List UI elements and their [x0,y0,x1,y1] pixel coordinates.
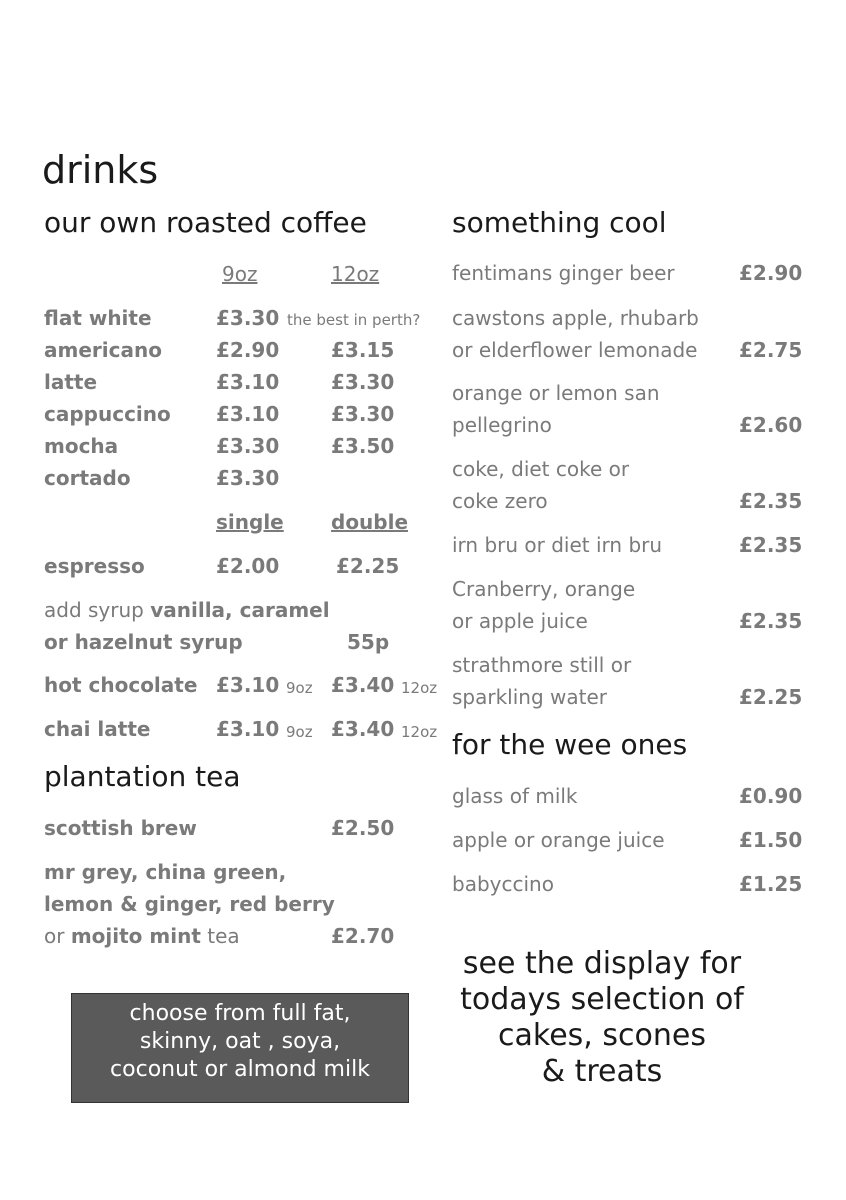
tea-or: or [44,924,65,948]
cool-item-line: sparkling water [452,685,607,709]
scottish-brew-name: scottish brew [44,816,197,840]
coffee-item-name: mocha [44,434,119,458]
coffee-item-price-large: £3.50 [331,434,395,458]
espresso-price-single: £2.00 [216,554,280,578]
wee-item-name: apple or orange juice [452,828,665,852]
coffee-item-note: the best in perth? [287,311,421,329]
wee-item-price: £1.25 [739,872,803,896]
cool-item-line: cawstons apple, rhubarb [452,306,699,330]
scottish-brew-price: £2.50 [331,816,395,840]
syrup-line-1 [44,598,330,622]
chai-latte-price-12oz: £3.40 [331,717,395,741]
espresso-name: espresso [44,554,145,578]
page-title: drinks [42,148,159,192]
cool-item-line: strathmore still or [452,653,632,677]
cool-item-price: £2.90 [739,261,803,285]
coffee-heading: our own roasted coffee [44,206,367,239]
coffee-item-price-small: £2.90 [216,338,280,362]
syrup-price: 55p [347,630,390,654]
display-line-4: & treats [541,1054,663,1089]
coffee-item-price-small: £3.30 [216,306,280,330]
coffee-item-price-small: £3.30 [216,466,280,490]
size-9oz-header: 9oz [222,262,258,286]
double-header: double [331,510,409,534]
coffee-item-name: cortado [44,466,131,490]
cool-item-price: £2.60 [739,413,803,437]
cool-item-price: £2.75 [739,338,803,362]
wee-item-price: £1.50 [739,828,803,852]
display-line-1: see the display for [462,946,742,981]
coffee-item-price-small: £3.10 [216,402,280,426]
display-note [452,946,752,1090]
cool-heading: something cool [452,206,667,239]
cool-item-line: coke, diet coke or [452,457,630,481]
tea-list-line-3 [44,924,240,948]
cool-item-line: Cranberry, orange [452,577,636,601]
tea-word: tea [207,924,240,948]
tea-list-line-1: mr grey, china green, [44,860,287,884]
chai-latte-price-9oz: £3.10 [216,717,280,741]
chai-latte-size-9oz: 9oz [286,723,313,741]
coffee-item-price-small: £3.10 [216,370,280,394]
hot-chocolate-size-12oz: 12oz [401,679,438,697]
cool-item-line: or apple juice [452,609,588,633]
milk-line-2: skinny, oat , soya, [139,1029,341,1054]
cool-item-line: pellegrino [452,413,552,437]
syrup-flavours: vanilla, caramel [150,598,330,622]
syrup-prefix: add syrup [44,598,144,622]
hot-chocolate-price-12oz: £3.40 [331,673,395,697]
hot-chocolate-name: hot chocolate [44,673,198,697]
cool-item-line: orange or lemon san [452,381,660,405]
milk-line-3: coconut or almond milk [110,1057,370,1082]
display-line-2: todays selection of [460,982,744,1017]
tea-list-price: £2.70 [331,924,395,948]
wee-item-name: glass of milk [452,784,578,808]
tea-heading: plantation tea [44,760,241,793]
hot-chocolate-price-9oz: £3.10 [216,673,280,697]
display-line-3: cakes, scones [498,1018,706,1053]
cool-item-line: or elderflower lemonade [452,338,698,362]
cool-item-price: £2.35 [739,533,803,557]
coffee-item-name: cappuccino [44,402,171,426]
coffee-item-price-large: £3.30 [331,402,395,426]
coffee-item-price-small: £3.30 [216,434,280,458]
tea-list-line-2: lemon & ginger, red berry [44,892,335,916]
chai-latte-size-12oz: 12oz [401,723,438,741]
espresso-price-double: £2.25 [336,554,400,578]
wee-heading: for the wee ones [452,728,688,761]
syrup-line-2: or hazelnut syrup [44,630,243,654]
coffee-item-price-large: £3.30 [331,370,395,394]
coffee-item-name: latte [44,370,98,394]
coffee-item-name: flat white [44,306,152,330]
milk-line-1: choose from full fat, [129,1001,351,1026]
wee-item-price: £0.90 [739,784,803,808]
coffee-item-price-large: £3.15 [331,338,395,362]
tea-mojito: mojito mint [70,924,201,948]
cool-item-price: £2.25 [739,685,803,709]
cool-item-line: irn bru or diet irn bru [452,533,663,557]
coffee-item-name: americano [44,338,162,362]
wee-item-name: babyccino [452,872,554,896]
single-header: single [216,510,284,534]
cool-item-line: fentimans ginger beer [452,261,675,285]
cool-item-price: £2.35 [739,489,803,513]
cool-item-price: £2.35 [739,609,803,633]
cool-item-line: coke zero [452,489,548,513]
milk-options-box [71,993,409,1103]
hot-chocolate-size-9oz: 9oz [286,679,313,697]
size-12oz-header: 12oz [331,262,380,286]
chai-latte-name: chai latte [44,717,151,741]
